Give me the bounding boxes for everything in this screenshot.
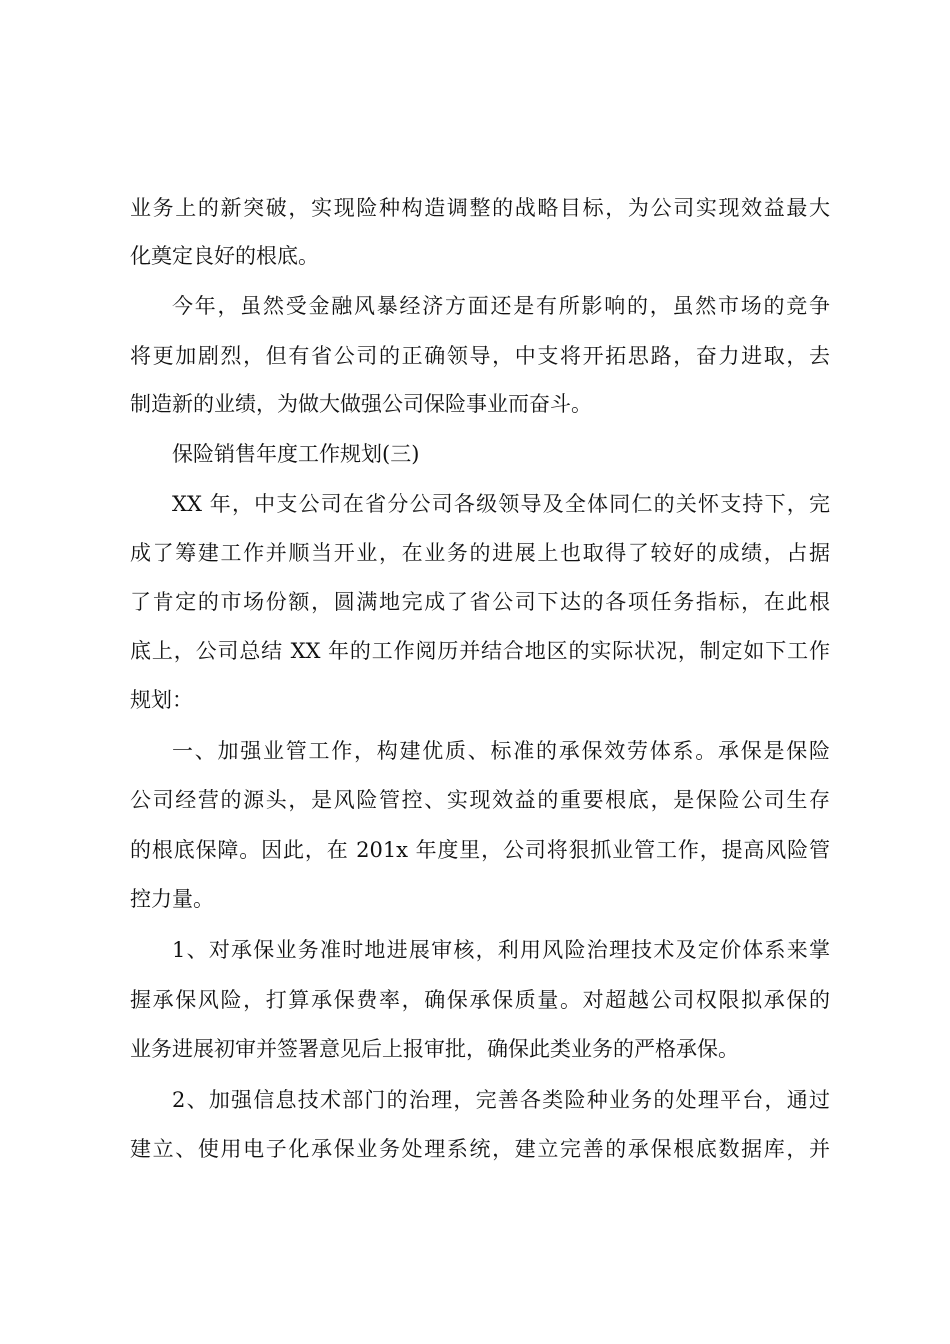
text-line: 2、加强信息技术部门的治理，完善各类险种业务的处理平台，通过	[172, 1088, 830, 1112]
text-line: 1、对承保业务准时地进展审核，利用风险治理技术及定价体系来掌	[172, 938, 830, 962]
text-line: 业务上的新突破，实现险种构造调整的战略目标，为公司实现效益最大	[130, 196, 830, 220]
text-line: 成了筹建工作并顺当开业，在业务的进展上也取得了较好的成绩，占据	[130, 541, 830, 565]
text-line: 握承保风险，打算承保费率，确保承保质量。对超越公司权限拟承保的	[130, 988, 830, 1012]
text-line: 制造新的业绩，为做大做强公司保险事业而奋斗。	[130, 392, 592, 416]
text-line: 规划：	[130, 688, 193, 712]
text-line: 控力量。	[130, 887, 214, 911]
text-line: 将更加剧烈，但有省公司的正确领导，中支将开拓思路，奋力进取，去	[130, 344, 830, 368]
text-line: 业务进展初审并签署意见后上报审批，确保此类业务的严格承保。	[130, 1037, 739, 1061]
section-heading: 保险销售年度工作规划(三)	[172, 442, 420, 466]
text-line: 今年，虽然受金融风暴经济方面还是有所影响的，虽然市场的竞争	[172, 294, 830, 318]
text-line: 的根底保障。因此，在 201x 年度里，公司将狠抓业管工作，提高风险管	[130, 838, 830, 862]
text-line: 公司经营的源头，是风险管控、实现效益的重要根底，是保险公司生存	[130, 788, 830, 812]
text-line: 化奠定良好的根底。	[130, 244, 319, 268]
text-line: XX 年，中支公司在省分公司各级领导及全体同仁的关怀支持下，完	[172, 492, 830, 516]
text-line: 一、加强业管工作，构建优质、标准的承保效劳体系。承保是保险	[172, 739, 830, 763]
text-line: 建立、使用电子化承保业务处理系统，建立完善的承保根底数据库，并	[130, 1137, 830, 1161]
text-line: 了肯定的市场份额，圆满地完成了省公司下达的各项任务指标，在此根	[130, 590, 830, 614]
text-line: 底上，公司总结 XX 年的工作阅历并结合地区的实际状况，制定如下工作	[130, 639, 830, 663]
